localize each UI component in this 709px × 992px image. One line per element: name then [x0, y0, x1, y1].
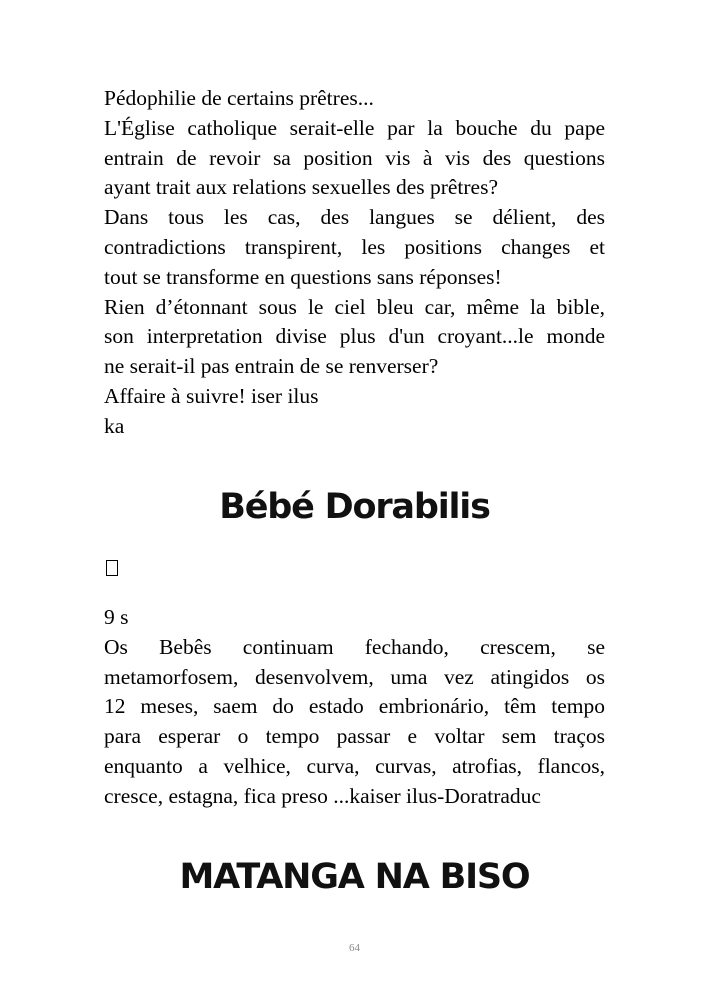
text-line: para esperar o tempo passar e voltar sem traços	[104, 724, 605, 749]
section-heading-bebe-dorabilis: Bébé Dorabilis	[219, 487, 490, 527]
page-number: 64	[349, 942, 360, 954]
text-line: ayant trait aux relations sexuelles des prêtres?	[104, 175, 499, 200]
text-line: ne serait-il pas entrain de se renverser?	[104, 354, 439, 379]
text-line: Os Bebês continuam fechando, crescem, se	[104, 634, 605, 659]
text-line: metamorfosem, desenvolvem, uma vez atingidos os	[104, 664, 605, 689]
missing-glyph-box-icon	[106, 560, 118, 576]
text-line: enquanto a velhice, curva, curvas, atrofias, flancos,	[104, 753, 605, 778]
text-line: ka	[104, 413, 125, 438]
text-line: Dans tous les cas, des langues se délient, des	[104, 205, 605, 230]
text-line: son interpretation divise plus d'un croyant...le monde	[104, 324, 605, 349]
text-line: tout se transforme en questions sans réponses!	[104, 264, 502, 289]
text-line: Pédophilie de certains prêtres...	[104, 86, 374, 110]
text-line: 12 meses, saem do estado embrionário, têm tempo	[104, 694, 605, 719]
text-line: Rien d’étonnant sous le ciel bleu car, même la bible,	[104, 294, 605, 319]
text-line: Affaire à suivre! iser ilus	[104, 383, 319, 408]
text-line: cresce, estagna, fica preso ...kaiser ilus-Doratraduc	[104, 783, 541, 808]
body-text-section-1	[104, 84, 605, 442]
section-heading-matanga-na-biso: MATANGA NA BISO	[179, 857, 530, 897]
text-line: 9 s	[104, 605, 129, 629]
text-line: entrain de revoir sa position vis à vis des questions	[104, 145, 605, 170]
text-line: L'Église catholique serait-elle par la bouche du pape	[104, 115, 605, 140]
body-text-section-2	[104, 603, 605, 812]
text-line: contradictions transpirent, les positions changes et	[104, 234, 605, 259]
